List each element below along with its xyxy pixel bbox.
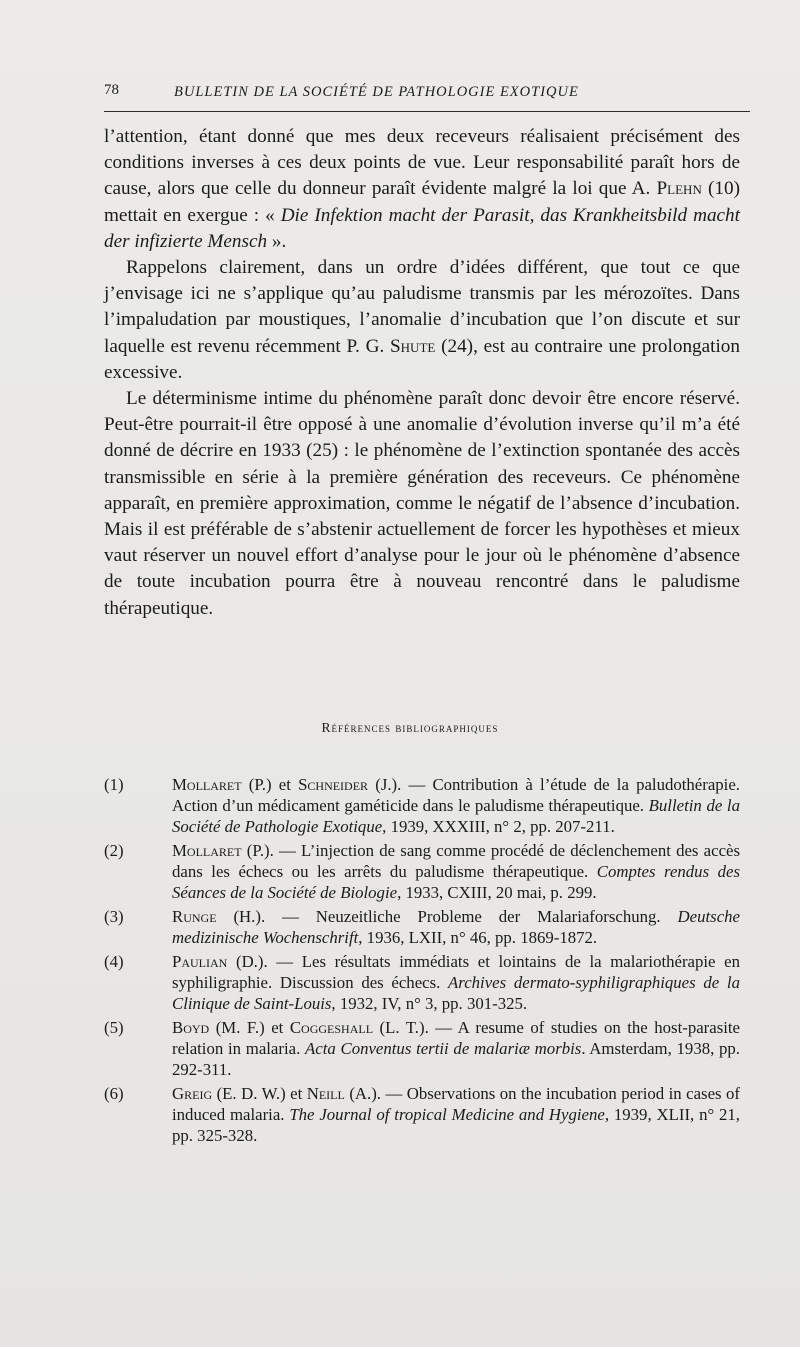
references-heading: Références bibliographiques — [321, 720, 499, 735]
running-title: BULLETIN DE LA SOCIÉTÉ DE PATHOLOGIE EXOTIQUE — [174, 84, 579, 100]
reference-item: (3) Runge (H.). — Neuzeitliche Probleme der Malariaforschung. Deutsche medizinische Wochenschrift, 1936, LXII, n° 46, pp. 1869-1872. — [104, 907, 740, 947]
reference-number: (1) — [104, 775, 124, 794]
reference-number: (6) — [104, 1084, 124, 1103]
quotation: Die Infektion macht der Parasit, das Krankheitsbild macht der infizierte Mensch — [104, 204, 740, 252]
reference-number: (2) — [104, 841, 124, 860]
author-name: Plehn — [656, 178, 702, 200]
reference-number: (5) — [104, 1018, 124, 1037]
paragraph-1: l’attention, étant donné que mes deux receveurs réalisaient précisément des conditions inverses à ces deux points de vue. Leur responsabilité paraît hors de cause, alors que celle du donneur paraît évidente malgré la loi que A. Plehn (10) mettait en exergue : « Die Infektion macht der Parasit, das Krankheitsbild macht der infizierte Mensch ». — [104, 126, 741, 252]
author-name: Shute — [390, 335, 436, 357]
page-number: 78 — [104, 82, 119, 98]
reference-item: (6) Greig (E. D. W.) et Neill (A.). — Observations on the incubation period in cases of induced malaria. The Journal of tropical Medicine and Hygiene, 1939, XLII, n° 21, pp. 325-328. — [104, 1084, 741, 1145]
paragraph-2: Rappelons clairement, dans un ordre d’idées différent, que tout ce que j’envisage ici ne s’applique qu’au paludisme transmis par les mérozoïtes. Dans l’impaludation par moustiques, l’anomalie d’incubation que l’on discute et sur laquelle est revenu récemment P. G. Shute (24), est au contraire une prolongation excessive. — [104, 257, 740, 383]
reference-number: (4) — [104, 952, 124, 971]
paragraph-3: Le déterminisme intime du phénomène paraît donc devoir être encore réservé. Peut-être pourrait-il être opposé à une anomalie d’évolution inverse qu’il m’a été donné de décrire en 1933 (25) : le phénomène de l’extinction spontanée des accès transmissible en série à la première génération des receveurs. Ce phénomène apparaît, en première approximation, comme le négatif de l’absence d’incubation. Mais il est préférable de s’abstenir actuellement de forcer les hypothèses et mieux vaut réserver un nouvel effort d’analyse pour le jour où le phénomène d’absence de toute incubation pourra être à nouveau rencontré dans le paludisme thérapeutique. — [104, 388, 740, 619]
reference-item: (4) Paulian (D.). — Les résultats immédiats et lointains de la malariothérapie en syphiligraphie. Discussion des échecs. Archives dermato-syphiligraphiques de la Clinique de Saint-Louis, 1932, IV, n° 3, pp. 301-325. — [104, 952, 740, 1013]
reference-item: (1) Mollaret (P.) et Schneider (J.). — Contribution à l’étude de la paludothérapie. Action d’un médicament gaméticide dans le paludisme thérapeutique. Bulletin de la Société de Pathologie Exotique, 1939, XXXIII, n° 2, pp. 207-211. — [104, 775, 740, 836]
header-rule — [104, 111, 750, 112]
page-header — [104, 82, 750, 106]
body-text — [104, 124, 740, 622]
references-list — [104, 774, 740, 1149]
reference-number: (3) — [104, 907, 124, 926]
reference-item: (2) Mollaret (P.). — L’injection de sang comme procédé de déclenchement des accès dans les échecs ou les arrêts du paludisme thérapeutique. Comptes rendus des Séances de la Société de Biologie, 1933, CXIII, 20 mai, p. 299. — [104, 841, 740, 902]
reference-item: (5) Boyd (M. F.) et Coggeshall (L. T.). — A resume of studies on the host-parasite relation in malaria. Acta Conventus tertii de malariæ morbis. Amsterdam, 1938, pp. 292-311. — [104, 1018, 740, 1079]
